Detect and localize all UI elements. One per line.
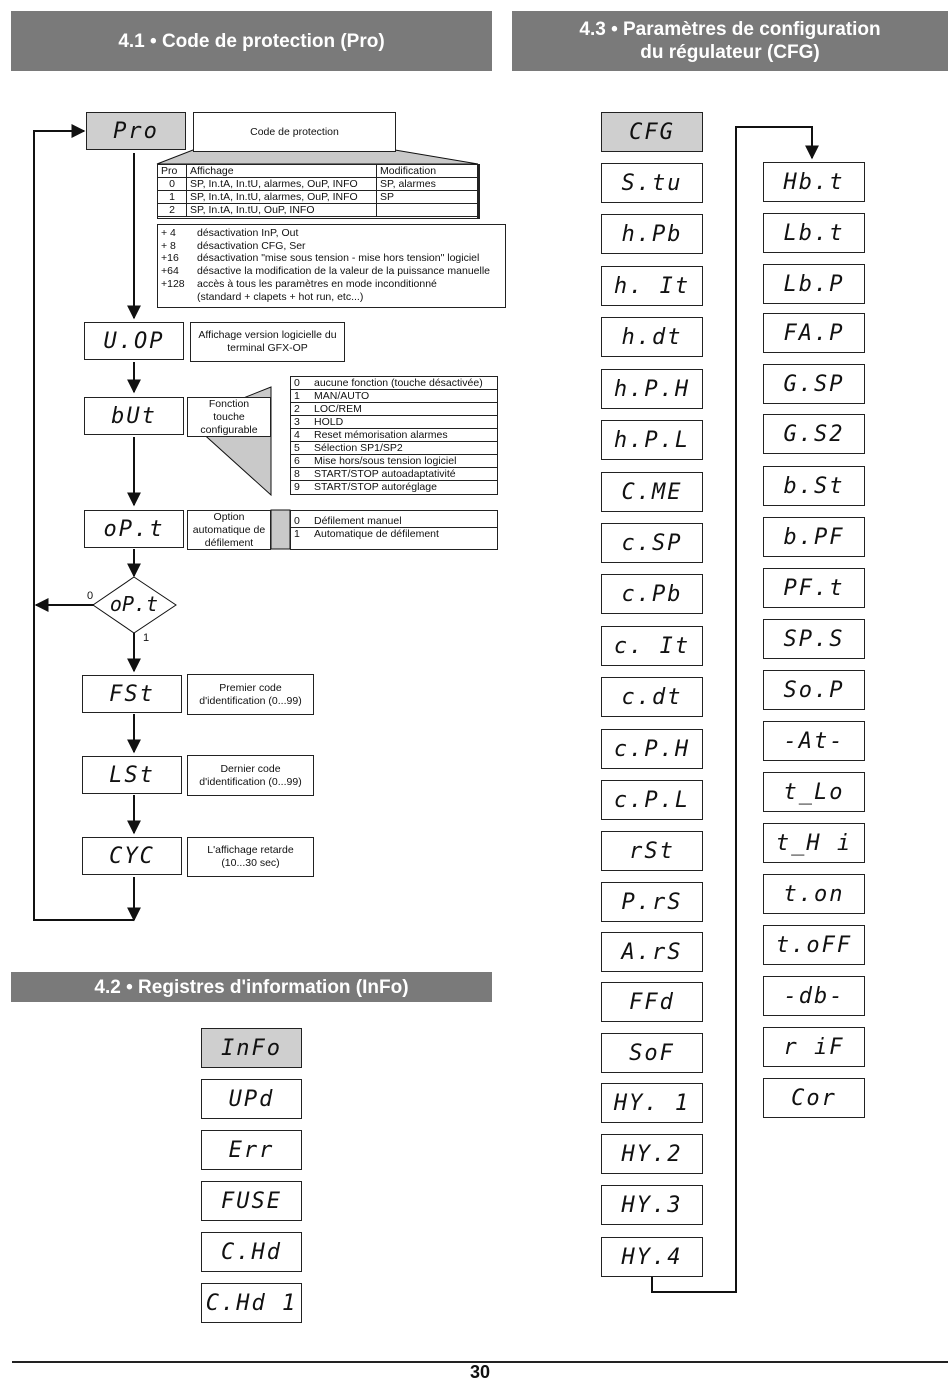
cfg-lcd-item: Hb.t (763, 162, 865, 202)
but-option-label: Mise hors/sous tension logiciel (311, 455, 497, 468)
pro-table-cell: SP, In.tA, In.tU, OuP, INFO (187, 204, 377, 217)
cfg-lcd-item: Lb.P (763, 264, 865, 304)
cfg-lcd-item: b.PF (763, 517, 865, 557)
pro-table-cell (377, 204, 478, 217)
but-option-label: LOC/REM (311, 403, 497, 416)
cfg-lcd-item: FFd (601, 982, 703, 1022)
pro-note-key (161, 291, 197, 304)
cfg-lcd-item: PF.t (763, 568, 865, 608)
cfg-lcd-item: h.dt (601, 317, 703, 357)
but-option-value: 3 (291, 416, 311, 429)
pro-note-text: désactivation CFG, Ser (197, 239, 306, 252)
cyc-description: L'affichage retarde (10...30 sec) (187, 837, 314, 877)
cfg-lcd-item: -db- (763, 976, 865, 1016)
opt-option-value: 0 (291, 515, 311, 528)
pro-table-cell: SP, In.tA, In.tU, alarmes, OuP, INFO (187, 191, 377, 204)
pro-note-text: désactive la modification de la valeur de la puissance manuelle (197, 265, 491, 278)
pro-note-row (161, 240, 502, 253)
cfg-lcd-item: HY.3 (601, 1185, 703, 1225)
cfg-lcd-item: Lb.t (763, 213, 865, 253)
pro-lcd: Pro (86, 112, 186, 150)
cfg-lcd-item: A.rS (601, 932, 703, 972)
cfg-lcd-item: c. It (601, 626, 703, 666)
but-option-value: 0 (291, 377, 311, 390)
cfg-lcd-item: S.tu (601, 163, 703, 203)
pro-note-text: accès à tous les paramètres en mode inconditionné (197, 277, 437, 290)
but-option-label: HOLD (311, 416, 497, 429)
pro-note-key: + 8 (161, 239, 176, 252)
decision-no-label: 0 (87, 590, 94, 602)
but-option-label: aucune fonction (touche désactivée) (311, 377, 497, 390)
info-lcd-item: FUSE (201, 1181, 302, 1221)
pro-table-cell: 0 (158, 178, 187, 191)
but-option-label: Sélection SP1/SP2 (311, 442, 497, 455)
info-lcd-item: InFo (201, 1028, 302, 1068)
cfg-lcd-item: h.P.L (601, 420, 703, 460)
cfg-lcd-item: t_H i (763, 823, 865, 863)
cfg-lcd-item: So.P (763, 670, 865, 710)
pro-table-cell: 2 (158, 204, 187, 217)
pro-note-key: +64 (161, 265, 179, 278)
uop-description: Affichage version logicielle du terminal GFX-OP (190, 322, 345, 362)
but-option-value: 8 (291, 468, 311, 481)
pro-options-note (157, 224, 506, 308)
pro-table-cell: SP, alarmes (377, 178, 478, 191)
pro-note-row (161, 278, 502, 291)
opt-options-table (290, 510, 498, 550)
but-option-value: 9 (294, 481, 300, 493)
pro-note-key: +128 (161, 277, 185, 290)
pro-note-row (161, 227, 502, 240)
cfg-lcd-item: h.Pb (601, 214, 703, 254)
pro-note-text: (standard + clapets + hot run, etc...) (197, 290, 364, 303)
cfg-lcd-item: Cor (763, 1078, 865, 1118)
info-lcd-item: Err (201, 1130, 302, 1170)
pro-note-row (161, 265, 502, 278)
cfg-lcd-item: HY. 1 (601, 1083, 703, 1123)
section-title-pro: 4.1 • Code de protection (Pro) (11, 11, 492, 71)
opt-decision-label: oP.t (109, 592, 159, 616)
pro-table-cell: SP (377, 191, 478, 204)
but-option-label: MAN/AUTO (311, 390, 497, 403)
pro-table-header: Affichage (187, 165, 377, 178)
cfg-lcd-item: h. It (601, 266, 703, 306)
cfg-lcd-item: HY.4 (601, 1237, 703, 1277)
cfg-lcd-item: c.SP (601, 523, 703, 563)
pro-note-text: désactivation InP, Out (197, 227, 299, 239)
cfg-lcd-item: t.on (763, 874, 865, 914)
pro-table-cell: 1 (158, 191, 187, 204)
pro-table-cell: SP, In.tA, In.tU, alarmes, OuP, INFO (187, 178, 377, 191)
info-lcd-item: C.Hd (201, 1232, 302, 1272)
lst-lcd: LSt (82, 756, 182, 794)
cfg-lcd-item: FA.P (763, 313, 865, 353)
section-title-cfg-line2: du régulateur (CFG) (640, 42, 820, 63)
opt-description: Option automatique de défilement (187, 510, 271, 550)
pro-note-key: + 4 (161, 227, 176, 239)
cyc-lcd: CYC (82, 837, 182, 875)
pro-note-text: désactivation "mise sous tension - mise hors tension" logiciel (197, 252, 480, 265)
cfg-lcd-item: -At- (763, 721, 865, 761)
pro-note-row (161, 291, 502, 304)
cfg-lcd-item: SP.S (763, 619, 865, 659)
but-option-label: START/STOP autoadaptativité (311, 468, 497, 481)
section-title-cfg-line1: 4.3 • Paramètres de configuration (579, 19, 881, 40)
cfg-lcd-item: P.rS (601, 882, 703, 922)
but-options-table (290, 376, 498, 495)
opt-lcd: oP.t (84, 510, 184, 548)
but-option-value: 1 (291, 390, 311, 403)
cfg-lcd-item: c.P.L (601, 780, 703, 820)
fst-lcd: FSt (82, 675, 182, 713)
fst-description: Premier code d'identification (0...99) (187, 674, 314, 715)
but-description: Fonction touche configurable (187, 397, 271, 437)
page-number: 30 (469, 1362, 491, 1382)
cfg-lcd-item: CFG (601, 112, 703, 152)
cfg-lcd-item: c.P.H (601, 729, 703, 769)
cfg-lcd-item: t_Lo (763, 772, 865, 812)
opt-option-label: Défilement manuel (311, 515, 497, 528)
but-option-value: 6 (291, 455, 311, 468)
cfg-lcd-item: c.Pb (601, 574, 703, 614)
lst-description: Dernier code d'identification (0...99) (187, 755, 314, 796)
pro-table-header: Pro (158, 165, 187, 178)
but-option-label: Reset mémorisation alarmes (311, 429, 497, 442)
but-option-value: 2 (291, 403, 311, 416)
pro-note-row (161, 252, 502, 265)
cfg-lcd-item: t.oFF (763, 925, 865, 965)
pro-description: Code de protection (193, 112, 396, 152)
cfg-lcd-item: G.S2 (763, 414, 865, 454)
cfg-lcd-item: SoF (601, 1033, 703, 1073)
cfg-lcd-item: HY.2 (601, 1134, 703, 1174)
cfg-lcd-item: C.ME (601, 472, 703, 512)
opt-option-label: Automatique de défilement (314, 528, 439, 540)
cfg-lcd-item: c.dt (601, 677, 703, 717)
cfg-lcd-item: b.St (763, 466, 865, 506)
but-option-value: 4 (291, 429, 311, 442)
pro-note-key: +16 (161, 252, 179, 265)
decision-yes-label: 1 (143, 632, 150, 644)
cfg-lcd-item: r iF (763, 1027, 865, 1067)
info-lcd-item: C.Hd 1 (201, 1283, 302, 1323)
pro-level-table (157, 164, 480, 219)
but-option-label: START/STOP autoréglage (314, 481, 437, 493)
section-title-info: 4.2 • Registres d'information (InFo) (11, 972, 492, 1002)
opt-option-value: 1 (294, 528, 300, 540)
info-lcd-item: UPd (201, 1079, 302, 1119)
cfg-lcd-item: G.SP (763, 364, 865, 404)
pro-table-header: Modification (377, 165, 478, 178)
but-lcd: bUt (84, 397, 184, 435)
uop-lcd: U.OP (84, 322, 184, 360)
cfg-lcd-item: rSt (601, 831, 703, 871)
but-option-value: 5 (291, 442, 311, 455)
cfg-lcd-item: h.P.H (601, 369, 703, 409)
